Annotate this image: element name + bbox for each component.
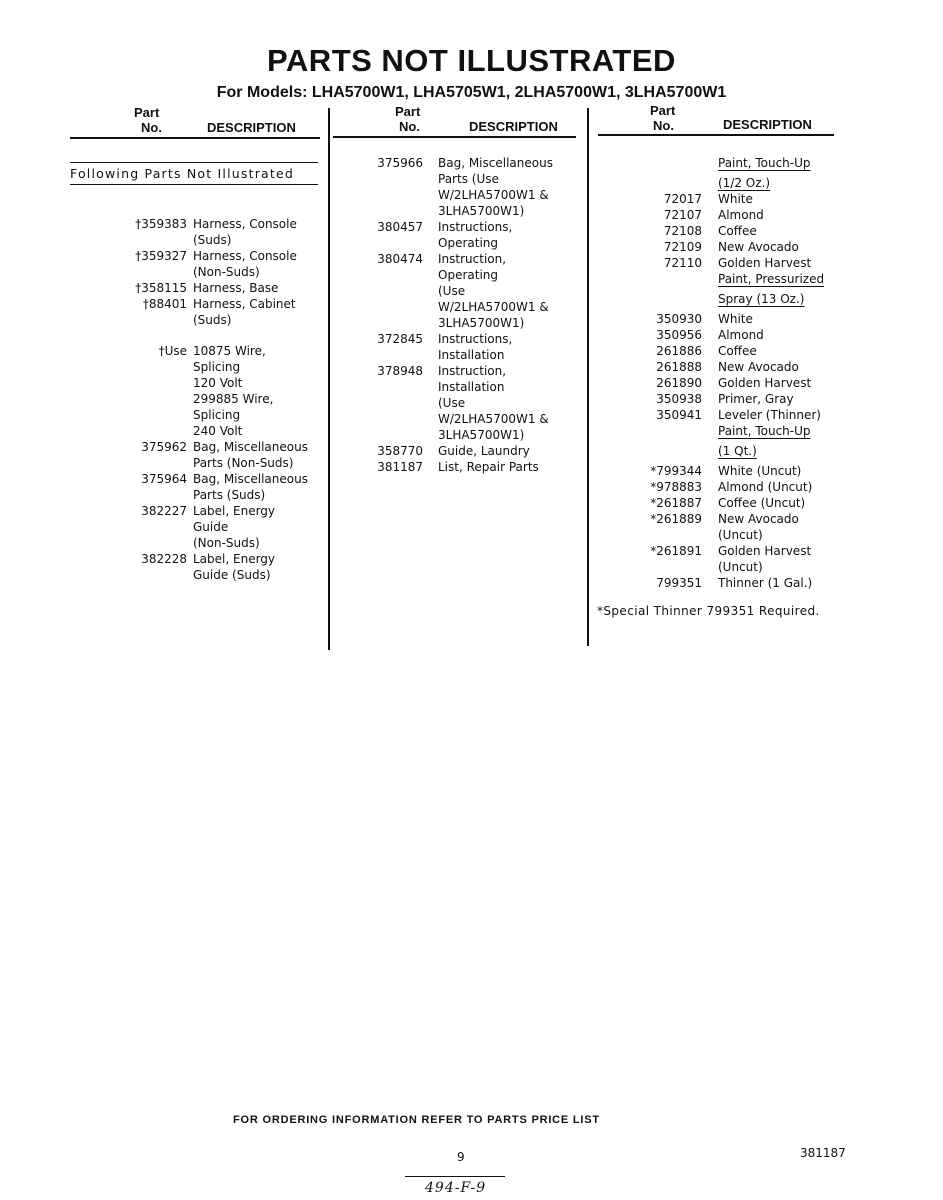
description-line: Guide, Laundry xyxy=(438,444,530,458)
part-description xyxy=(438,155,553,219)
part-row xyxy=(90,551,308,583)
page-title: PARTS NOT ILLUSTRATED xyxy=(267,43,676,78)
no-label: No. xyxy=(399,119,420,134)
description-line: (1/2 Oz.) xyxy=(718,176,771,190)
handwritten-note: 494-F-9 xyxy=(425,1180,487,1196)
part-row xyxy=(90,503,308,551)
part-description xyxy=(718,271,824,287)
description-line: 3LHA5700W1) xyxy=(438,316,525,330)
description-line: Almond xyxy=(718,208,764,222)
description-line: White xyxy=(718,192,753,206)
part-number: 378948 xyxy=(377,364,423,378)
ordering-info-footer: FOR ORDERING INFORMATION REFER TO PARTS PRICE LIST xyxy=(233,1114,600,1126)
part-description xyxy=(718,191,753,207)
part-description xyxy=(718,543,811,575)
part-row xyxy=(598,191,824,207)
description-line: 299885 Wire, xyxy=(193,392,274,406)
part-row xyxy=(598,407,824,423)
description-line: 3LHA5700W1) xyxy=(438,428,525,442)
part-number: *261891 xyxy=(650,544,702,558)
part-number: *799344 xyxy=(650,464,702,478)
part-row xyxy=(598,239,824,255)
parts-column-1 xyxy=(90,216,308,583)
parts-column-2 xyxy=(333,155,553,475)
description-line: 10875 Wire, xyxy=(193,344,266,358)
part-description xyxy=(438,219,512,251)
part-description xyxy=(718,407,821,423)
parts-column-3 xyxy=(598,155,824,591)
part-row xyxy=(333,363,553,443)
part-description xyxy=(193,280,278,296)
part-number: †359383 xyxy=(135,217,187,231)
part-description xyxy=(718,343,757,359)
description-line: Instructions, xyxy=(438,332,513,346)
part-row xyxy=(90,296,308,328)
description-line: Coffee xyxy=(718,224,757,238)
part-description xyxy=(718,359,799,375)
description-line: 120 Volt xyxy=(193,376,243,390)
description-line: Coffee (Uncut) xyxy=(718,496,806,510)
description-line: Golden Harvest xyxy=(718,544,812,558)
part-row xyxy=(333,251,553,331)
part-number: 375966 xyxy=(377,156,423,170)
part-label: Part xyxy=(134,105,160,120)
part-header-2 xyxy=(395,104,420,134)
description-line: Paint, Touch-Up xyxy=(718,424,811,438)
part-number: 261886 xyxy=(656,344,702,358)
part-number: 72110 xyxy=(663,256,702,270)
description-line: Label, Energy xyxy=(193,504,276,518)
part-description xyxy=(438,331,512,363)
part-number: 358770 xyxy=(377,444,423,458)
description-line: (Suds) xyxy=(193,233,232,247)
part-description xyxy=(193,551,275,583)
part-row xyxy=(598,479,824,495)
description-line: Installation xyxy=(438,380,505,394)
description-line: White xyxy=(718,312,753,326)
description-line: W/2LHA5700W1 & xyxy=(438,300,549,314)
heading-rule xyxy=(70,162,318,163)
part-description xyxy=(193,503,275,551)
description-line: Bag, Miscellaneous xyxy=(438,156,553,170)
part-description xyxy=(193,296,296,328)
part-number: 350938 xyxy=(656,392,702,406)
part-number: 72108 xyxy=(663,224,702,238)
part-description xyxy=(718,175,770,191)
part-description xyxy=(718,255,811,271)
part-description xyxy=(718,391,794,407)
part-number: 72017 xyxy=(663,192,702,206)
part-label: Part xyxy=(650,103,676,118)
description-line: Guide xyxy=(193,520,229,534)
header-rule xyxy=(598,134,834,136)
part-description xyxy=(718,511,799,543)
part-row xyxy=(598,343,824,359)
description-line: Harness, Cabinet xyxy=(193,297,296,311)
part-description xyxy=(193,343,273,439)
document-number: 381187 xyxy=(800,1146,846,1160)
part-row xyxy=(333,459,553,475)
description-line: Golden Harvest xyxy=(718,256,812,270)
description-header-1: DESCRIPTION xyxy=(207,120,296,135)
part-row xyxy=(333,155,553,219)
description-line: Harness, Console xyxy=(193,249,297,263)
part-number: †88401 xyxy=(142,297,187,311)
part-number: 380457 xyxy=(377,220,423,234)
description-line: Thinner (1 Gal.) xyxy=(718,576,813,590)
part-number: 350956 xyxy=(656,328,702,342)
description-line: Primer, Gray xyxy=(718,392,794,406)
description-line: Parts (Suds) xyxy=(193,488,266,502)
part-number: 72109 xyxy=(663,240,702,254)
footnote: *Special Thinner 799351 Required. xyxy=(597,604,820,618)
part-row xyxy=(598,375,824,391)
part-description xyxy=(718,223,757,239)
part-description xyxy=(718,443,757,459)
description-line: Bag, Miscellaneous xyxy=(193,440,308,454)
description-header-2: DESCRIPTION xyxy=(469,119,558,134)
part-number: *978883 xyxy=(650,480,702,494)
part-row xyxy=(90,216,308,248)
description-line: New Avocado xyxy=(718,360,799,374)
part-description xyxy=(718,463,801,479)
description-line: Almond xyxy=(718,328,764,342)
part-number: 350930 xyxy=(656,312,702,326)
part-row xyxy=(90,248,308,280)
description-line: Instruction, xyxy=(438,364,507,378)
description-line: Guide (Suds) xyxy=(193,568,271,582)
description-line: New Avocado xyxy=(718,240,799,254)
description-line: Instructions, xyxy=(438,220,513,234)
part-description xyxy=(718,495,805,511)
description-line: Parts (Non-Suds) xyxy=(193,456,294,470)
description-line: Instruction, xyxy=(438,252,507,266)
part-number: 382227 xyxy=(141,504,187,518)
part-row xyxy=(598,207,824,223)
description-line: Coffee xyxy=(718,344,757,358)
part-number: 381187 xyxy=(377,460,423,474)
part-row xyxy=(598,255,824,271)
description-line: Operating xyxy=(438,236,498,250)
description-line: Spray (13 Oz.) xyxy=(718,292,805,306)
description-line: White (Uncut) xyxy=(718,464,802,478)
part-description xyxy=(718,375,811,391)
heading-rule xyxy=(70,184,318,185)
part-number: 380474 xyxy=(377,252,423,266)
description-line: Installation xyxy=(438,348,505,362)
part-header-3 xyxy=(650,103,675,133)
section-subheading xyxy=(598,423,824,439)
part-description xyxy=(718,479,812,495)
part-number: 375962 xyxy=(141,440,187,454)
part-description xyxy=(718,291,804,307)
section-subheading xyxy=(598,175,824,191)
part-description xyxy=(193,471,308,503)
description-line: Splicing xyxy=(193,408,241,422)
part-number: 261890 xyxy=(656,376,702,390)
part-number: †358115 xyxy=(135,281,187,295)
part-header-1 xyxy=(134,105,162,135)
part-row xyxy=(90,439,308,471)
part-number: †359327 xyxy=(135,249,187,263)
part-row xyxy=(598,575,824,591)
part-description xyxy=(438,459,539,475)
part-number: 350941 xyxy=(656,408,702,422)
part-description xyxy=(718,155,811,171)
part-row xyxy=(333,219,553,251)
description-line: W/2LHA5700W1 & xyxy=(438,412,549,426)
part-description xyxy=(438,363,549,443)
no-label: No. xyxy=(653,118,674,133)
description-line: Label, Energy xyxy=(193,552,276,566)
header-rule xyxy=(333,136,576,138)
description-line: Harness, Base xyxy=(193,281,279,295)
part-row xyxy=(333,331,553,363)
part-row xyxy=(90,280,308,296)
column-divider xyxy=(587,108,589,646)
description-line: 240 Volt xyxy=(193,424,243,438)
description-line: (Use xyxy=(438,396,466,410)
section-subheading xyxy=(598,155,824,171)
part-number: 372845 xyxy=(377,332,423,346)
part-row xyxy=(598,327,824,343)
description-line: Splicing xyxy=(193,360,241,374)
part-description xyxy=(193,216,297,248)
part-row xyxy=(90,343,308,439)
part-row xyxy=(598,543,824,575)
description-line: (Uncut) xyxy=(718,560,763,574)
description-line: 3LHA5700W1) xyxy=(438,204,525,218)
description-line: New Avocado xyxy=(718,512,799,526)
part-row xyxy=(598,391,824,407)
part-description xyxy=(718,423,811,439)
part-number: 72107 xyxy=(663,208,702,222)
part-row xyxy=(598,511,824,543)
description-line: Parts (Use xyxy=(438,172,499,186)
column-divider xyxy=(328,108,330,650)
part-description xyxy=(193,439,308,471)
part-number: *261887 xyxy=(650,496,702,510)
description-line: (Suds) xyxy=(193,313,232,327)
part-row xyxy=(598,223,824,239)
part-number: 375964 xyxy=(141,472,187,486)
description-line: Golden Harvest xyxy=(718,376,812,390)
description-line: (Use xyxy=(438,284,466,298)
part-row xyxy=(598,463,824,479)
description-line: (1 Qt.) xyxy=(718,444,757,458)
models-subtitle: For Models: LHA5700W1, LHA5705W1, 2LHA5700W1, 3LHA5700W1 xyxy=(216,84,727,101)
part-description xyxy=(718,207,764,223)
section-heading: Following Parts Not Illustrated xyxy=(70,166,295,181)
description-line: Leveler (Thinner) xyxy=(718,408,821,422)
part-number: 799351 xyxy=(656,576,702,590)
description-line: Paint, Touch-Up xyxy=(718,156,811,170)
description-line: Operating xyxy=(438,268,498,282)
description-line: Almond (Uncut) xyxy=(718,480,813,494)
section-subheading xyxy=(598,271,824,287)
no-label: No. xyxy=(141,120,162,135)
part-number: †Use xyxy=(158,344,187,358)
description-line: List, Repair Parts xyxy=(438,460,539,474)
part-row xyxy=(598,311,824,327)
part-number: 382228 xyxy=(141,552,187,566)
page-number: 9 xyxy=(457,1150,465,1164)
part-description xyxy=(718,575,812,591)
part-row xyxy=(598,359,824,375)
description-line: (Uncut) xyxy=(718,528,763,542)
part-description xyxy=(718,327,764,343)
part-description xyxy=(718,239,799,255)
description-line: Paint, Pressurized xyxy=(718,272,825,286)
part-label: Part xyxy=(395,104,421,119)
description-line: (Non-Suds) xyxy=(193,536,260,550)
description-line: W/2LHA5700W1 & xyxy=(438,188,549,202)
description-header-3: DESCRIPTION xyxy=(723,117,812,132)
section-subheading xyxy=(598,443,824,459)
header-rule xyxy=(70,137,320,139)
part-description xyxy=(193,248,297,280)
part-row xyxy=(333,443,553,459)
handwritten-rule xyxy=(405,1176,505,1177)
part-description xyxy=(438,251,549,331)
part-row xyxy=(90,471,308,503)
section-subheading xyxy=(598,291,824,307)
description-line: (Non-Suds) xyxy=(193,265,260,279)
part-description xyxy=(718,311,753,327)
part-number: *261889 xyxy=(650,512,702,526)
part-number: 261888 xyxy=(656,360,702,374)
description-line: Bag, Miscellaneous xyxy=(193,472,308,486)
description-line: Harness, Console xyxy=(193,217,297,231)
part-row xyxy=(598,495,824,511)
part-description xyxy=(438,443,530,459)
